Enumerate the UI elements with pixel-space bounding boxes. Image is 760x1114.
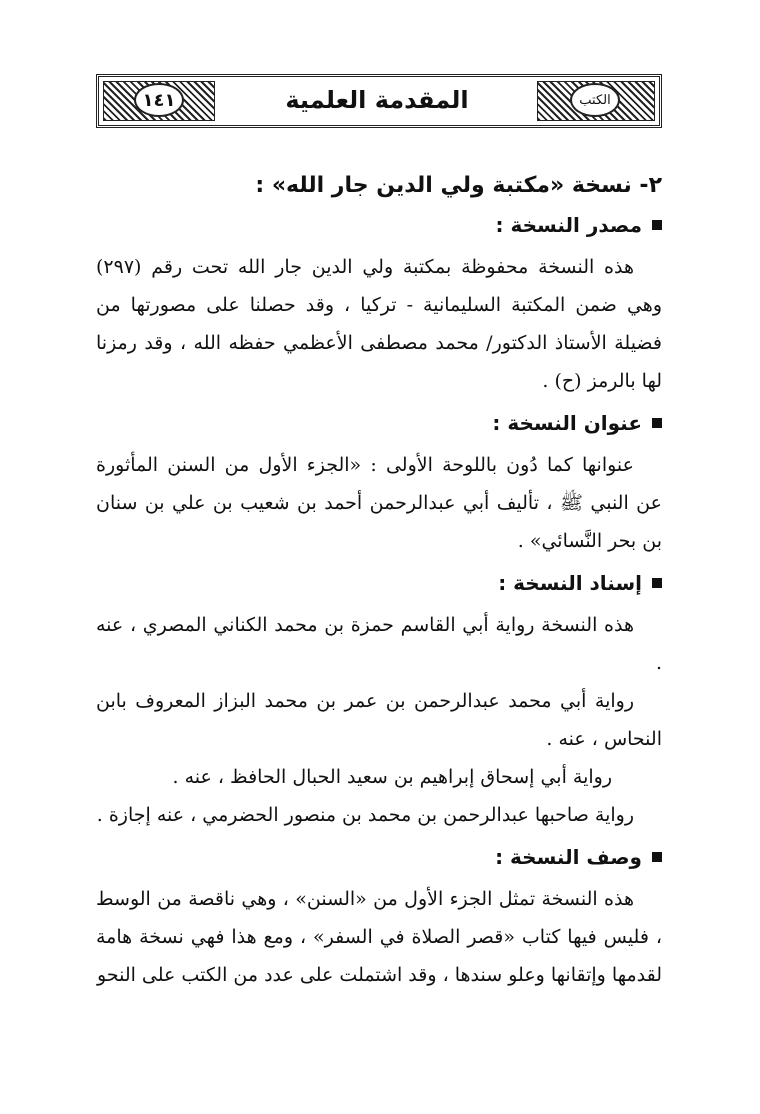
page-number-medallion bbox=[134, 83, 184, 117]
description-paragraph: هذه النسخة تمثل الجزء الأول من «السنن» ، وهي ناقصة من الوسط ، فليس فيها كتاب «قصر الصلاة في السفر» ، ومع هذا فهي نسخة هامة لقدمها وإتقانها وعلو سندها ، وقد اشتملت على عدد من الكتب على النحو bbox=[96, 888, 662, 986]
title-paragraph: عنوانها كما دُون باللوحة الأولى : «الجزء الأول من السنن المأثورة عن النبي ﷺ ، تأليف أبي عبدالرحمن أحمد بن شعيب بن علي بن سنان بن بحر النَّسائي» . bbox=[96, 454, 662, 552]
source-heading-text: مصدر النسخة : bbox=[495, 213, 642, 237]
title-heading bbox=[96, 400, 662, 446]
section-title: ٢- نسخة «مكتبة ولي الدين جار الله» : bbox=[255, 173, 662, 198]
chain-line: رواية أبي محمد عبدالرحمن بن عمر بن محمد البزاز المعروف بابن النحاس ، عنه . bbox=[96, 690, 662, 750]
header-ornament-right bbox=[537, 81, 655, 121]
page-header bbox=[96, 74, 662, 128]
square-bullet-icon bbox=[652, 578, 662, 588]
chain-line: هذه النسخة رواية أبي القاسم حمزة بن محمد الكناني المصري ، عنه . bbox=[96, 614, 662, 674]
page-number: ١٤١ bbox=[142, 89, 176, 111]
chain-line: رواية أبي إسحاق إبراهيم بن سعيد الحبال الحافظ ، عنه . bbox=[172, 766, 612, 788]
chain-line: رواية صاحبها عبدالرحمن بن محمد بن منصور الحضرمي ، عنه إجازة . bbox=[96, 804, 634, 826]
square-bullet-icon bbox=[652, 418, 662, 428]
seal-medallion bbox=[570, 83, 620, 117]
square-bullet-icon bbox=[652, 220, 662, 230]
description-heading bbox=[96, 834, 662, 880]
running-title: المقدمة العلمية bbox=[285, 86, 469, 114]
description-heading-text: وصف النسخة : bbox=[495, 845, 642, 869]
source-paragraph: هذه النسخة محفوظة بمكتبة ولي الدين جار الله تحت رقم (٢٩٧) وهي ضمن المكتبة السليمانية - تركيا ، وقد حصلنا على مصورتها من فضيلة الأستاذ الدكتور/ محمد مصطفى الأعظمي حفظه الله ، وقد رمزنا لها بالرمز (ح) . bbox=[96, 256, 662, 392]
seal-text: الكتب bbox=[579, 92, 611, 108]
source-heading bbox=[96, 202, 662, 248]
header-ornament-left bbox=[103, 81, 215, 121]
chain-heading bbox=[96, 560, 662, 606]
title-heading-text: عنوان النسخة : bbox=[492, 411, 642, 435]
chain-heading-text: إسناد النسخة : bbox=[498, 571, 642, 595]
page-content bbox=[96, 146, 662, 994]
square-bullet-icon bbox=[652, 852, 662, 862]
